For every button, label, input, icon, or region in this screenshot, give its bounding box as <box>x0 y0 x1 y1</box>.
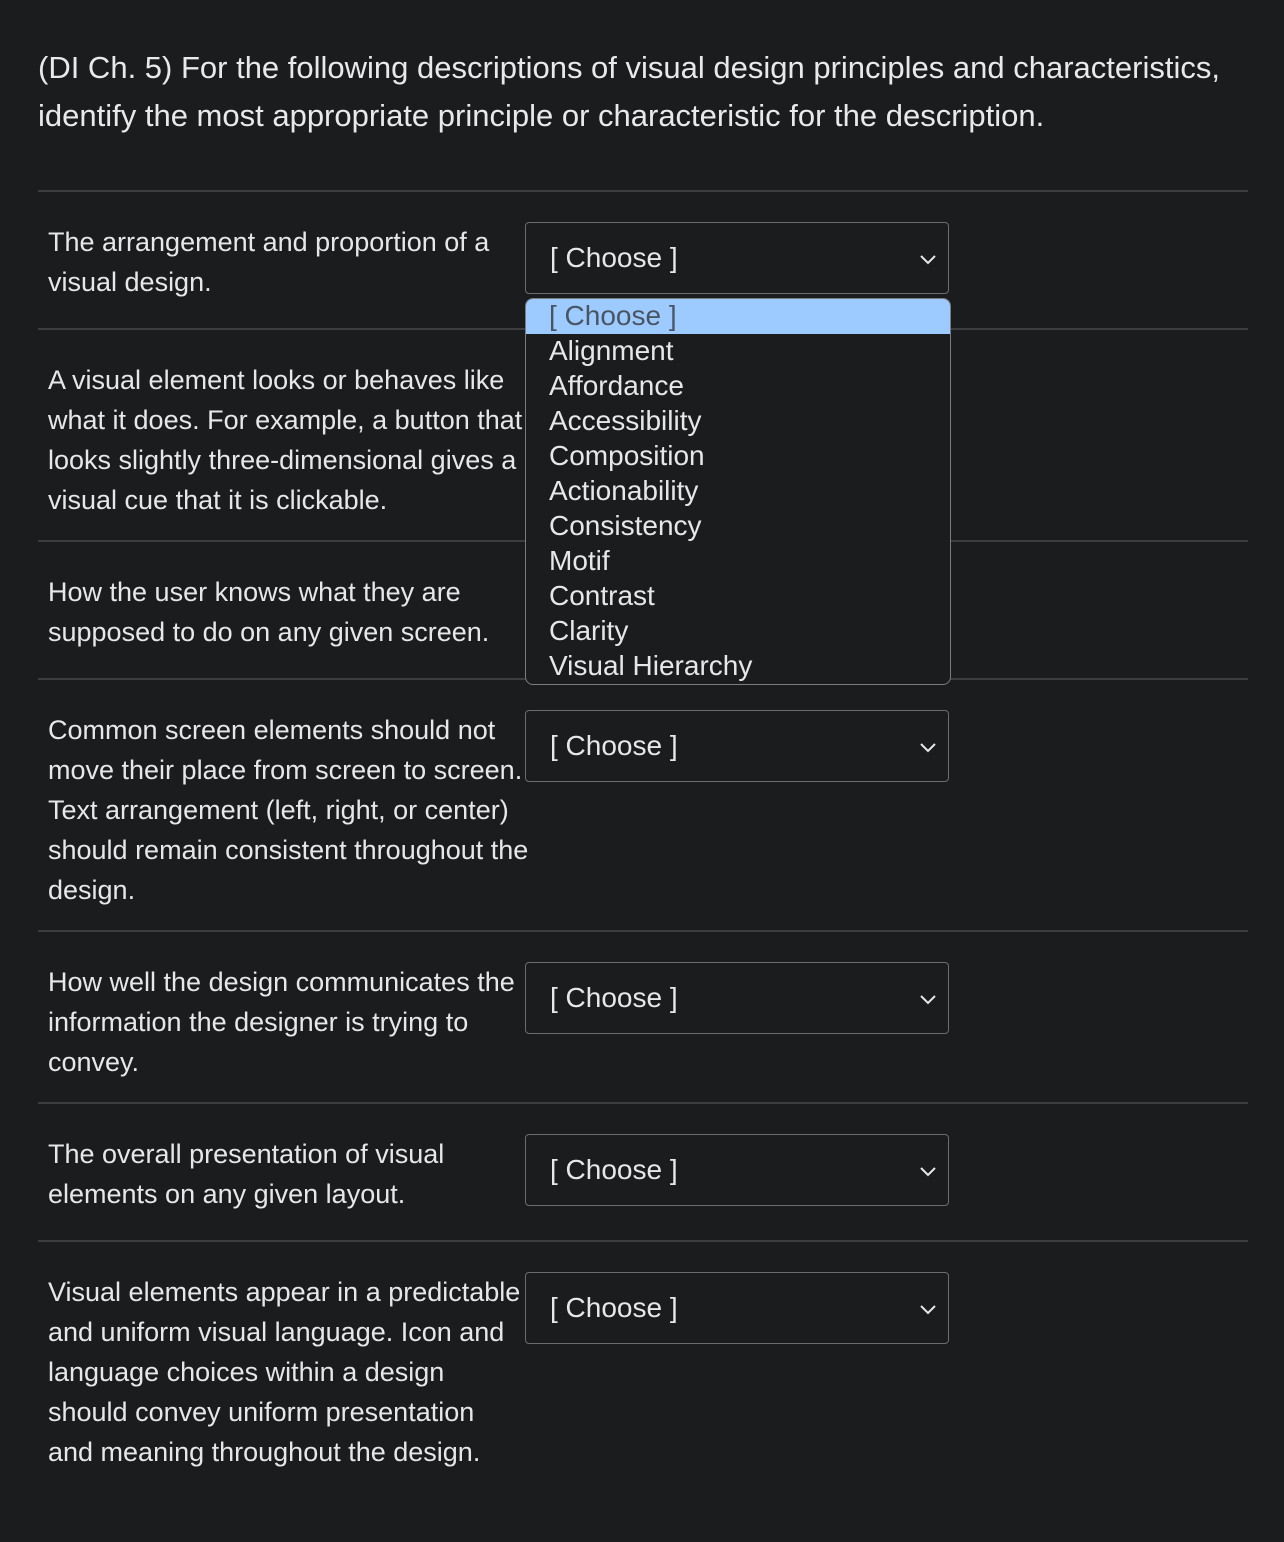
dropdown-option-consistency[interactable]: Consistency <box>549 510 702 541</box>
answer-select-6[interactable] <box>525 1134 949 1206</box>
select-value: [ Choose ] <box>550 730 678 761</box>
chevron-down-icon <box>918 1299 938 1319</box>
divider <box>38 190 1248 192</box>
dropdown-option-accessibility[interactable]: Accessibility <box>549 405 702 436</box>
divider <box>38 930 1248 932</box>
divider <box>38 1240 1248 1242</box>
dropdown-option-clarity[interactable]: Clarity <box>549 615 629 646</box>
row-description: How well the design communicates the information the designer is trying to convey. <box>48 967 515 1077</box>
row-description: Common screen elements should not move their place from screen to screen. Text arrangement (left, right, or center) should remain consistent throughout the design. <box>48 715 529 905</box>
select-value: [ Choose ] <box>550 1154 678 1185</box>
row-description: The overall presentation of visual elements on any given layout. <box>48 1139 445 1209</box>
dropdown-option-actionability[interactable]: Actionability <box>549 475 699 506</box>
chevron-down-icon <box>918 249 938 269</box>
answer-select-5[interactable] <box>525 962 949 1034</box>
question-text: (DI Ch. 5) For the following descriptions of visual design principles and characteristics, identify the most appropriate principle or characteristic for the description. <box>38 50 1220 133</box>
select-value: [ Choose ] <box>550 242 678 273</box>
select-value: [ Choose ] <box>550 1292 678 1323</box>
row-description: The arrangement and proportion of a visual design. <box>48 227 490 297</box>
row-description: A visual element looks or behaves like what it does. For example, a button that looks slightly three-dimensional gives a visual cue that it is clickable. <box>48 365 523 515</box>
answer-select-4[interactable] <box>525 710 949 782</box>
divider <box>38 1102 1248 1104</box>
dropdown-option-choose[interactable]: [ Choose ] <box>526 299 950 334</box>
chevron-down-icon <box>918 1161 938 1181</box>
answer-select-7[interactable] <box>525 1272 949 1344</box>
answer-select-1[interactable] <box>525 222 949 294</box>
row-description: Visual elements appear in a predictable and uniform visual language. Icon and language choices within a design should convey uniform presentation and meaning throughout the design. <box>48 1277 521 1467</box>
chevron-down-icon <box>918 737 938 757</box>
dropdown-option-composition[interactable]: Composition <box>549 440 705 471</box>
chevron-down-icon <box>918 989 938 1009</box>
dropdown-option-alignment[interactable]: Alignment <box>549 335 674 366</box>
dropdown-option-motif[interactable]: Motif <box>549 545 610 576</box>
select-value: [ Choose ] <box>550 982 678 1013</box>
dropdown-option-visual-hierarchy[interactable]: Visual Hierarchy <box>549 650 753 681</box>
dropdown-listbox <box>525 298 951 685</box>
dropdown-option-contrast[interactable]: Contrast <box>549 580 655 611</box>
row-description: How the user knows what they are supposed to do on any given screen. <box>48 577 490 647</box>
dropdown-option-affordance[interactable]: Affordance <box>549 370 684 401</box>
